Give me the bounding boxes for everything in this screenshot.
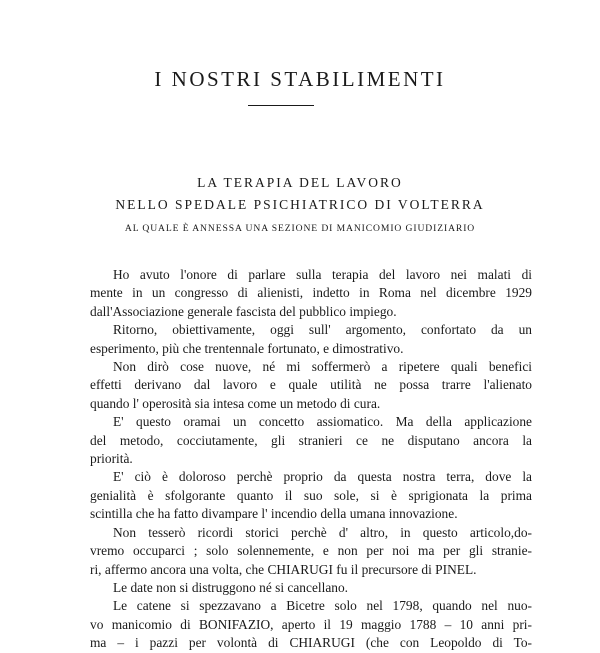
text-line: Le catene si spezzavano a Bicetre solo nel 1798, quando nel nuo- bbox=[113, 598, 532, 614]
title-divider bbox=[248, 105, 314, 106]
text-line: esperimento, più che trentennale fortunato, e dimostrativo. bbox=[90, 340, 404, 356]
text-line: scintilla che ha fatto divampare l' incendio della umana innovazione. bbox=[90, 506, 458, 522]
text-line: mente in un congresso di alienisti, indetto in Roma nel dicembre 1929 bbox=[90, 285, 532, 301]
text-line: effetti derivano dal lavoro e quale utilità ne possa trarre l'alienato bbox=[90, 377, 532, 393]
text-line: ri, affermo ancora una volta, che CHIARUGI fu il precursore di PINEL. bbox=[90, 561, 477, 577]
text-line: dall'Associazione generale fascista del pubblico impiego. bbox=[90, 303, 397, 319]
main-title: I NOSTRI STABILIMENTI bbox=[154, 67, 446, 91]
text-line: Non dirò cose nuove, né mi soffermerò a ripetere quali benefici bbox=[113, 359, 532, 375]
text-line: E' ciò è doloroso perchè proprio da questa nostra terra, dove la bbox=[113, 469, 532, 485]
text-line: quando l' operosità sia intesa come un metodo di cura. bbox=[90, 395, 381, 411]
text-line: Ritorno, obiettivamente, oggi sull' argomento, confortato da un bbox=[113, 322, 532, 338]
text-line: E' questo oramai un concetto assiomatico. Ma della applicazione bbox=[113, 414, 532, 430]
text-line: vo manicomio di BONIFAZIO, aperto il 19 maggio 1788 – 10 anni pri- bbox=[90, 616, 532, 632]
article-subtitle: NELLO SPEDALE PSICHIATRICO DI VOLTERRA bbox=[115, 197, 485, 212]
article-title: LA TERAPIA DEL LAVORO bbox=[197, 175, 403, 190]
text-line: Non tesserò ricordi storici perchè d' altro, in questo articolo,do- bbox=[113, 524, 532, 540]
article-body bbox=[90, 266, 532, 653]
text-line: Ho avuto l'onore di parlare sulla terapia del lavoro nei malati di bbox=[113, 267, 532, 282]
text-line: ma – i pazzi per volontà di CHIARUGI (che con Leopoldo di To- bbox=[90, 635, 532, 651]
text-line: genialità è sfolgorante quanto il suo sole, si è sprigionata la prima bbox=[90, 487, 532, 503]
text-line: priorità. bbox=[90, 451, 133, 467]
text-line: Le date non si distruggono né si cancellano. bbox=[113, 579, 349, 595]
article-note: AL QUALE È ANNESSA UNA SEZIONE DI MANICOMIO GIUDIZIARIO bbox=[124, 223, 476, 234]
text-line: vremo occuparci ; solo solennemente, e non per noi ma per gli stranie- bbox=[90, 543, 532, 559]
text-line: del metodo, cocciutamente, gli stranieri ce ne disputano ancora la bbox=[90, 432, 532, 448]
